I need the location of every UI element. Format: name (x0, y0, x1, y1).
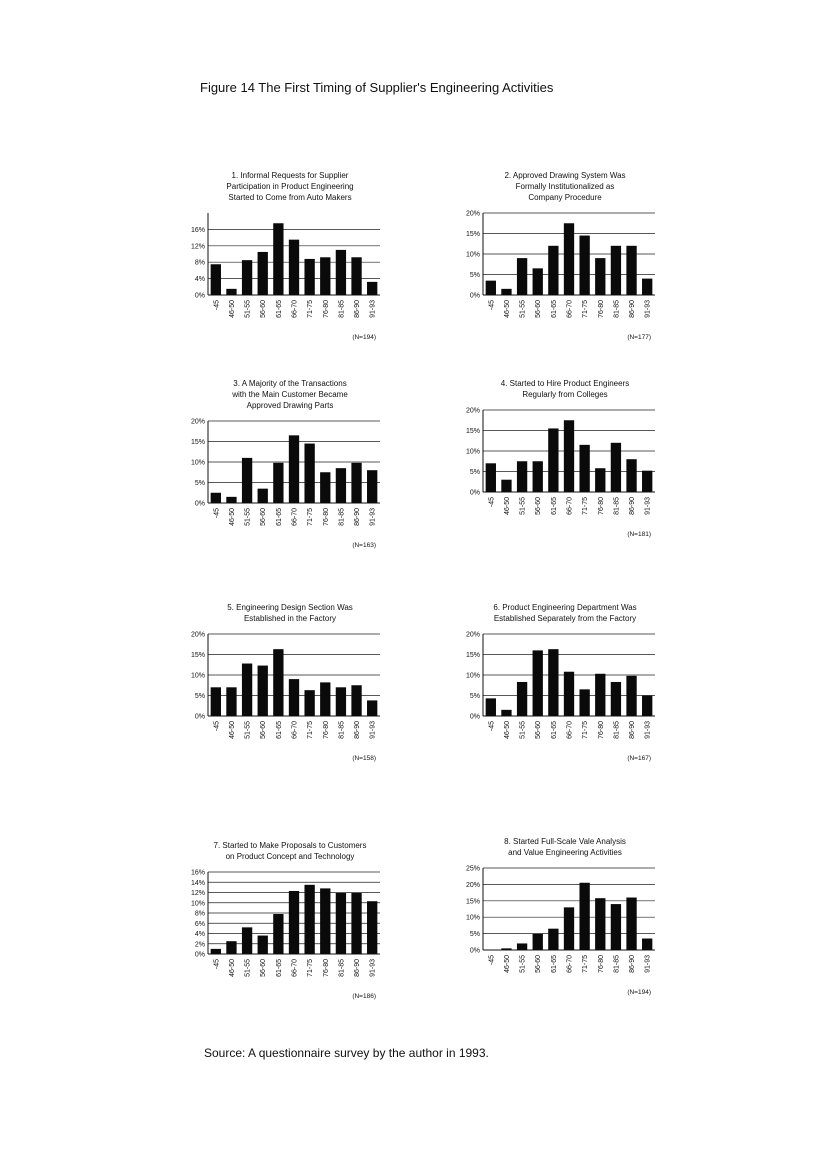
y-tick-label: 15% (465, 898, 480, 906)
bar (304, 885, 314, 954)
sample-size-label: (N=163) (352, 542, 376, 549)
y-tick-label: 0% (194, 713, 205, 721)
x-tick-label: 76-80 (597, 497, 605, 515)
x-tick-label: 56-60 (260, 300, 268, 318)
bar (367, 282, 377, 295)
x-tick-label: 61-65 (550, 721, 558, 739)
bar (595, 258, 605, 295)
chart-title-line: Company Procedure (528, 193, 602, 202)
bar (351, 257, 361, 295)
bar (611, 904, 621, 950)
y-tick-label: 25% (465, 865, 480, 873)
y-tick-label: 10% (190, 459, 205, 467)
y-tick-label: 20% (190, 631, 205, 639)
bar (579, 689, 589, 716)
bar (304, 690, 314, 716)
sample-size-label: (N=158) (352, 755, 376, 762)
x-tick-label: -45 (488, 955, 496, 966)
x-tick-label: 81-85 (338, 508, 346, 526)
bar-chart (415, 630, 715, 772)
bar (501, 948, 511, 950)
y-tick-label: 8% (194, 910, 205, 918)
chart-panel-6 (415, 602, 715, 762)
chart-panel-3 (140, 378, 440, 549)
x-tick-label: 66-70 (291, 508, 299, 526)
sample-size-label: (N=194) (352, 334, 376, 341)
figure-title: Figure 14 The First Timing of Supplier's Engineering Activities (200, 80, 554, 95)
x-tick-label: 51-55 (244, 300, 252, 318)
x-tick-label: 46-50 (503, 721, 511, 739)
x-tick-label: 71-75 (307, 721, 315, 739)
bar (642, 471, 652, 492)
x-tick-label: 91-93 (369, 721, 377, 739)
x-tick-label: 71-75 (582, 497, 590, 515)
x-tick-label: 71-75 (582, 300, 590, 318)
y-tick-label: 20% (465, 881, 480, 889)
bar (501, 710, 511, 716)
x-tick-label: 51-55 (519, 955, 527, 973)
x-tick-label: 66-70 (566, 955, 574, 973)
x-tick-label: 76-80 (597, 955, 605, 973)
y-tick-label: 0% (469, 947, 480, 955)
chart-title-line: Approved Drawing Parts (246, 401, 334, 410)
x-tick-label: 61-65 (275, 508, 283, 526)
y-tick-label: 10% (465, 251, 480, 259)
bar (579, 445, 589, 492)
y-tick-label: 15% (465, 231, 480, 238)
bar-chart (140, 209, 440, 351)
x-tick-label: -45 (213, 300, 221, 311)
x-tick-label: -45 (488, 721, 496, 732)
chart-title-line: 5. Engineering Design Section Was (227, 603, 353, 612)
bar (548, 649, 558, 716)
bar (367, 470, 377, 503)
bar (258, 252, 268, 295)
x-tick-label: 56-60 (535, 300, 543, 318)
x-tick-label: 46-50 (503, 955, 511, 973)
bar (611, 443, 621, 492)
bar (517, 682, 527, 716)
sample-size-label: (N=186) (352, 993, 376, 1000)
x-tick-label: 76-80 (322, 959, 330, 977)
bar (226, 497, 236, 503)
bar (351, 463, 361, 503)
chart-panel-8 (415, 836, 715, 996)
x-tick-label: 56-60 (535, 497, 543, 515)
bar (336, 468, 346, 503)
y-tick-label: 8% (194, 259, 205, 267)
bar (211, 264, 221, 295)
bar (533, 268, 543, 295)
bar (211, 687, 221, 716)
y-tick-label: 0% (469, 489, 480, 497)
x-tick-label: 51-55 (519, 497, 527, 515)
bar-chart (415, 406, 715, 548)
x-tick-label: 61-65 (550, 497, 558, 515)
bar (611, 246, 621, 295)
bar (258, 489, 268, 503)
bar (258, 936, 268, 954)
y-tick-label: 5% (469, 469, 480, 476)
y-tick-label: 20% (465, 407, 480, 415)
bar (564, 907, 574, 950)
x-tick-label: 66-70 (291, 959, 299, 977)
y-tick-label: 4% (194, 276, 205, 284)
bar (336, 250, 346, 295)
chart-title (415, 836, 715, 858)
y-tick-label: 10% (465, 914, 480, 922)
x-tick-label: 81-85 (338, 959, 346, 977)
bar (626, 676, 636, 716)
x-tick-label: 61-65 (275, 300, 283, 318)
bar (242, 260, 252, 295)
bar (548, 428, 558, 492)
bar (304, 444, 314, 503)
x-tick-label: 66-70 (566, 300, 574, 318)
chart-title (140, 378, 440, 411)
bar (258, 666, 268, 716)
x-tick-label: 81-85 (613, 955, 621, 973)
chart-title-line: 8. Started Full-Scale Vale Analysis (504, 837, 626, 846)
x-tick-label: -45 (213, 508, 221, 519)
y-tick-label: 16% (190, 869, 205, 877)
bar (548, 246, 558, 295)
chart-title-line: Established in the Factory (243, 614, 337, 623)
bar (351, 685, 361, 716)
x-tick-label: 56-60 (535, 721, 543, 739)
bar (595, 468, 605, 492)
x-tick-label: 76-80 (597, 721, 605, 739)
y-tick-label: 0% (194, 951, 205, 959)
x-tick-label: 91-93 (644, 300, 652, 318)
x-tick-label: 61-65 (275, 959, 283, 977)
bar (564, 420, 574, 492)
bar (564, 223, 574, 295)
chart-panel-5 (140, 602, 440, 762)
y-tick-label: 2% (194, 941, 205, 949)
bar (336, 893, 346, 954)
bar (289, 891, 299, 954)
x-tick-label: 71-75 (582, 955, 590, 973)
bar (533, 461, 543, 492)
bar (320, 682, 330, 716)
sample-size-label: (N=181) (627, 531, 651, 538)
chart-title-line: Started to Come from Auto Makers (228, 193, 352, 202)
x-tick-label: 51-55 (519, 300, 527, 318)
bar (289, 435, 299, 503)
x-tick-label: 81-85 (338, 300, 346, 318)
bar (211, 493, 221, 503)
bar (320, 472, 330, 503)
y-tick-label: 10% (190, 672, 205, 680)
x-tick-label: 86-90 (354, 959, 362, 977)
x-tick-label: 91-93 (369, 300, 377, 318)
y-tick-label: 15% (465, 652, 480, 659)
bar (626, 246, 636, 295)
x-tick-label: 71-75 (307, 959, 315, 977)
bar (242, 927, 252, 954)
bar (517, 943, 527, 950)
bar (351, 893, 361, 954)
y-tick-label: 10% (465, 672, 480, 680)
chart-title-line: with the Main Customer Became (232, 390, 348, 399)
x-tick-label: 76-80 (322, 508, 330, 526)
x-tick-label: 46-50 (228, 300, 236, 318)
x-tick-label: 71-75 (307, 300, 315, 318)
chart-title (140, 840, 440, 862)
bar (486, 463, 496, 492)
bar (242, 664, 252, 716)
bar (517, 258, 527, 295)
bar (595, 898, 605, 950)
bar (320, 257, 330, 295)
y-tick-label: 20% (465, 631, 480, 639)
bar (320, 888, 330, 954)
chart-panel-2 (415, 170, 715, 341)
y-tick-label: 15% (190, 652, 205, 659)
bar (564, 672, 574, 716)
x-tick-label: 81-85 (613, 721, 621, 739)
bar (548, 929, 558, 950)
bar-chart (140, 630, 440, 772)
bar (273, 914, 283, 954)
x-tick-label: 76-80 (322, 300, 330, 318)
bar (595, 674, 605, 716)
y-tick-label: 10% (190, 900, 205, 908)
bar (304, 259, 314, 295)
bar (289, 679, 299, 716)
chart-title-line: 1. Informal Requests for Supplier (231, 171, 349, 180)
bar (273, 463, 283, 503)
bar (486, 281, 496, 295)
x-tick-label: 61-65 (275, 721, 283, 739)
x-tick-label: 86-90 (629, 955, 637, 973)
chart-title (140, 602, 440, 624)
x-tick-label: 91-93 (644, 497, 652, 515)
chart-panel-1 (140, 170, 440, 341)
sample-size-label: (N=177) (627, 334, 651, 341)
x-tick-label: 76-80 (597, 300, 605, 318)
y-tick-label: 15% (190, 439, 205, 446)
x-tick-label: 61-65 (550, 300, 558, 318)
x-tick-label: 76-80 (322, 721, 330, 739)
chart-title-line: 2. Approved Drawing System Was (504, 171, 626, 180)
x-tick-label: -45 (488, 300, 496, 311)
x-tick-label: 46-50 (228, 959, 236, 977)
y-tick-label: 20% (190, 418, 205, 426)
bar (611, 682, 621, 716)
chart-title-line: and Value Engineering Activities (508, 848, 622, 857)
x-tick-label: 51-55 (519, 721, 527, 739)
bar (642, 939, 652, 950)
x-tick-label: 51-55 (244, 721, 252, 739)
y-tick-label: 0% (469, 292, 480, 300)
y-tick-label: 4% (194, 931, 205, 938)
bar-chart (415, 209, 715, 351)
x-tick-label: 51-55 (244, 508, 252, 526)
bar (533, 650, 543, 716)
x-tick-label: 91-93 (644, 955, 652, 973)
bar (642, 279, 652, 295)
x-tick-label: 86-90 (354, 300, 362, 318)
chart-title-line: 4. Started to Hire Product Engineers (500, 379, 630, 388)
y-tick-label: 5% (194, 693, 205, 700)
chart-title-line: Established Separately from the Factory (493, 614, 637, 623)
y-tick-label: 14% (190, 879, 205, 887)
bar (501, 289, 511, 295)
x-tick-label: 46-50 (228, 721, 236, 739)
bar (289, 240, 299, 295)
bar (486, 698, 496, 716)
x-tick-label: 91-93 (644, 721, 652, 739)
x-tick-label: 86-90 (629, 497, 637, 515)
x-tick-label: 51-55 (244, 959, 252, 977)
y-tick-label: 5% (469, 931, 480, 939)
y-tick-label: 20% (465, 210, 480, 218)
bar (242, 458, 252, 503)
chart-panel-7 (140, 840, 440, 1000)
y-tick-label: 15% (465, 428, 480, 435)
chart-title-line: Participation in Product Engineering (226, 182, 354, 191)
sample-size-label: (N=167) (627, 755, 651, 762)
bar (273, 223, 283, 295)
y-tick-label: 0% (194, 500, 205, 508)
x-tick-label: 81-85 (613, 497, 621, 515)
x-tick-label: 86-90 (354, 721, 362, 739)
x-tick-label: 56-60 (260, 721, 268, 739)
bar-chart (140, 417, 440, 559)
x-tick-label: 66-70 (291, 300, 299, 318)
bar (336, 687, 346, 716)
bar (273, 649, 283, 716)
bar (626, 898, 636, 950)
x-tick-label: 91-93 (369, 508, 377, 526)
bar (626, 459, 636, 492)
y-tick-label: 10% (465, 448, 480, 456)
bar (367, 700, 377, 716)
x-tick-label: -45 (213, 959, 221, 970)
chart-title-line: Formally Institutionalized as (515, 182, 615, 191)
bar (501, 480, 511, 492)
x-tick-label: -45 (488, 497, 496, 508)
x-tick-label: 56-60 (260, 508, 268, 526)
chart-panel-4 (415, 378, 715, 538)
bar (226, 687, 236, 716)
y-tick-label: 12% (190, 890, 205, 897)
x-tick-label: 86-90 (629, 721, 637, 739)
y-tick-label: 0% (194, 292, 205, 300)
x-tick-label: 71-75 (307, 508, 315, 526)
bar (533, 934, 543, 950)
x-tick-label: -45 (213, 721, 221, 732)
y-tick-label: 16% (190, 226, 205, 234)
chart-title-line: 7. Started to Make Proposals to Customers (213, 841, 367, 850)
chart-title-line: on Product Concept and Technology (225, 852, 355, 861)
bar (226, 289, 236, 295)
x-tick-label: 71-75 (582, 721, 590, 739)
chart-title (415, 378, 715, 400)
x-tick-label: 56-60 (535, 955, 543, 973)
x-tick-label: 66-70 (566, 497, 574, 515)
bar (579, 236, 589, 295)
x-tick-label: 46-50 (503, 497, 511, 515)
x-tick-label: 86-90 (629, 300, 637, 318)
bar-chart (415, 864, 715, 1006)
bar (367, 901, 377, 954)
y-tick-label: 5% (194, 480, 205, 487)
bar (642, 696, 652, 717)
chart-title (415, 602, 715, 624)
bar-chart (140, 868, 440, 1010)
x-tick-label: 81-85 (338, 721, 346, 739)
x-tick-label: 56-60 (260, 959, 268, 977)
chart-title-line: Regularly from Colleges (522, 390, 608, 399)
x-tick-label: 86-90 (354, 508, 362, 526)
x-tick-label: 46-50 (503, 300, 511, 318)
bar (517, 461, 527, 492)
y-tick-label: 5% (469, 272, 480, 279)
y-tick-label: 6% (194, 920, 205, 928)
chart-title-line: 3. A Majority of the Transactions (233, 379, 347, 388)
x-tick-label: 66-70 (566, 721, 574, 739)
y-tick-label: 0% (469, 713, 480, 721)
y-tick-label: 12% (190, 243, 205, 251)
chart-title (415, 170, 715, 203)
source-note: Source: A questionnaire survey by the author in 1993. (204, 1046, 489, 1060)
chart-title (140, 170, 440, 203)
y-tick-label: 5% (469, 693, 480, 700)
sample-size-label: (N=194) (627, 989, 651, 996)
bar (226, 941, 236, 954)
x-tick-label: 61-65 (550, 955, 558, 973)
bar (211, 949, 221, 954)
x-tick-label: 66-70 (291, 721, 299, 739)
chart-title-line: 6. Product Engineering Department Was (493, 603, 637, 612)
bar (579, 883, 589, 950)
x-tick-label: 81-85 (613, 300, 621, 318)
x-tick-label: 46-50 (228, 508, 236, 526)
x-tick-label: 91-93 (369, 959, 377, 977)
